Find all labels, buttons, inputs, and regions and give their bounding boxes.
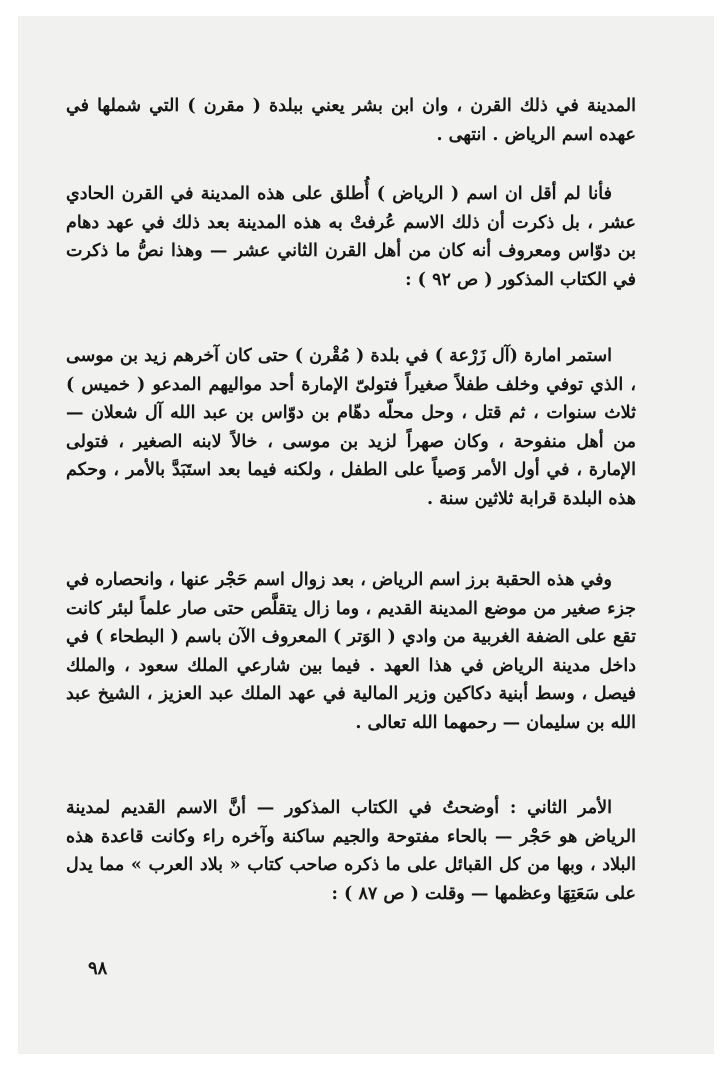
paragraph-1 — [66, 92, 636, 149]
paragraph-text: المدينة في ذلك القرن ، وان ابن بشر يعني ببلدة ( مقرن ) التي شملها في عهده اسم الرياض . انتهى . — [66, 96, 636, 145]
paragraph-4 — [66, 566, 636, 737]
paragraph-text: الأمر الثاني : أوضحتُ في الكتاب المذكور — أنَّ الاسم القديم لمدينة الرياض هو حَجْر — بالحاء مفتوحة والجيم ساكنة وآخره راء وكانت قاعدة هذه البلاد ، وبها من كل القبائل على ما ذكره صاحب كتاب « بلاد العرب » مما يدل على سَعَتِهَا وعظمها — وقلت ( ص ٨٧ ) : — [66, 798, 636, 904]
page-number: ٩٨ — [88, 958, 108, 979]
paragraph-text: فأنا لم أقل ان اسم ( الرياض ) أُطلق على هذه المدينة في القرن الحادي عشر ، بل ذكرت أن ذلك الاسم عُرفتْ به هذه المدينة بعد ذلك في عهد دهام بن دوّاس ومعروف أنه كان من أهل القرن الثاني عشر — وهذا نصُّ ما ذكرت في الكتاب المذكور ( ص ٩٢ ) : — [66, 184, 636, 290]
paragraph-5 — [66, 794, 636, 908]
paragraph-text: وفي هذه الحقبة برز اسم الرياض ، بعد زوال اسم حَجْر عنها ، وانحصاره في جزء صغير من موضع المدينة القديم ، وما زال يتقلَّص حتى صار علماً لبئر كانت تقع على الضفة الغربية من وادي ( الوَتر ) المعروف الآن باسم ( البطحاء ) في داخل مدينة الرياض في هذا العهد . فيما بين شارعي الملك سعود ، والملك فيصل ، وسط أبنية دكاكين وزير المالية في عهد الملك عبد العزيز ، الشيخ عبد الله بن سليمان — رحمهما الله تعالى . — [66, 570, 636, 733]
paragraph-3 — [66, 342, 636, 513]
paragraph-text: استمر امارة (آل زَرْعة ) في بلدة ( مُقْرن ) حتى كان آخرهم زيد بن موسى ، الذي توفي وخلف طفلاً صغيراً فتولىّ الإمارة أحد مواليهم المدعو ( خميس ) ثلاث سنوات ، ثم قتل ، وحل محلّه دهّام بن دوّاس بن عبد الله آل شعلان — من أهل منفوحة ، وكان صهراً لزيد بن موسى ، خالاً لابنه الصغير ، فتولى الإمارة ، في أول الأمر وَصياً على الطفل ، ولكنه فيما بعد استَبَدَّ بالأمر ، وحكم هذه البلدة قرابة ثلاثين سنة . — [66, 346, 636, 509]
paragraph-2 — [66, 180, 636, 294]
